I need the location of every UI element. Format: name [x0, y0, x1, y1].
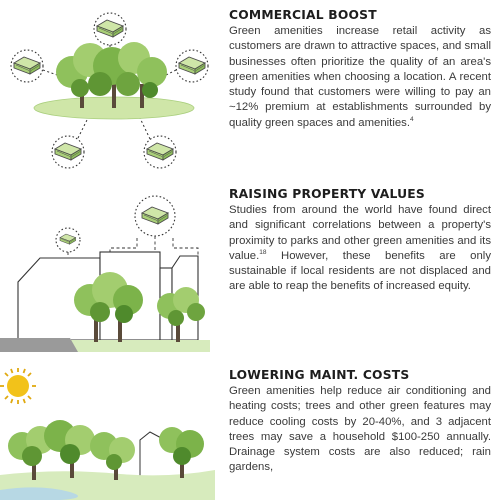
- section-body-text: Green amenities help reduce air conditioning and heating costs; trees and other green features may reduce cooling costs by 20-40%, and 3 adjacent trees may save a household $100-250 annually. Drainage system costs are also reduced; rain gardens,: [229, 385, 491, 474]
- section-raising-property-values: [229, 187, 491, 295]
- illustrations-column: [0, 0, 225, 500]
- money-stack-icon: [14, 57, 40, 74]
- money-stack-icon: [147, 143, 173, 160]
- sun-icon: [0, 368, 36, 404]
- section-body-text: Studies from around the world have found direct and significant correlations between a property's proximity to parks and other green amenities and its value.: [229, 204, 491, 262]
- property-illustration: [0, 196, 210, 352]
- money-stack-icon: [142, 207, 168, 224]
- section-heading: RAISING PROPERTY VALUES: [229, 187, 425, 201]
- tree-icon: [8, 420, 204, 480]
- money-stack-icon: [55, 143, 81, 160]
- money-stack-icon: [60, 234, 76, 244]
- footnote-ref: 18: [259, 249, 267, 257]
- section-body-text: However, these benefits are only sustainable if local residents are not displaced and are able to reap the benefits of increased equity.: [229, 249, 491, 293]
- section-body: [229, 24, 491, 131]
- section-body: [229, 203, 491, 295]
- money-stack-icon: [97, 20, 123, 37]
- maintenance-illustration: [0, 368, 215, 500]
- money-stack-icon: [179, 57, 205, 74]
- commercial-illustration: [11, 13, 208, 168]
- section-heading: COMMERCIAL BOOST: [229, 8, 377, 22]
- footnote-ref: 4: [409, 116, 414, 123]
- section-commercial-boost: [229, 8, 491, 131]
- section-body-text: Green amenities increase retail activity as customers are drawn to attractive spaces, and small businesses often prioritize the quality of an area's green amenities when choosing a location. A recent study found that customers were willing to pay an ~12% premium at establishments surrounded by quality green spaces and amenities.: [229, 25, 491, 129]
- section-body: [229, 384, 491, 476]
- section-lowering-maint-costs: [229, 368, 491, 476]
- section-heading: LOWERING MAINT. COSTS: [229, 368, 410, 382]
